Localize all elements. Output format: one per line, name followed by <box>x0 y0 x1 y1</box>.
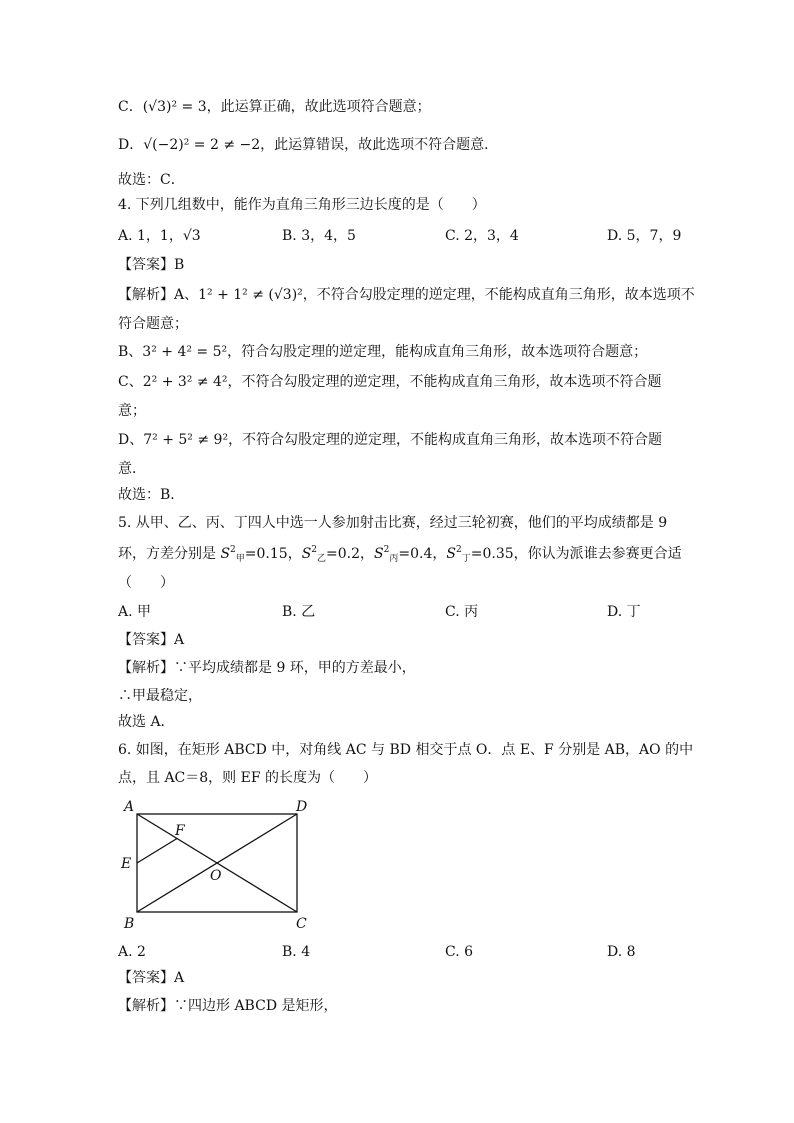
prev-solution-c <box>118 97 431 117</box>
rectangle-figure <box>118 794 318 934</box>
solution-text: ，此运算正确，故此选项符合题意； <box>206 99 431 115</box>
analysis-tag: 【解析】 <box>118 998 174 1014</box>
q4-analysis-b <box>118 342 647 362</box>
variance-value: =0.35 <box>470 546 514 562</box>
q4-option-c: C. 2，3，4 <box>445 228 519 244</box>
q5-analysis-2: ∴甲最稳定， <box>118 688 202 704</box>
prev-choice: 故选：C． <box>118 172 185 188</box>
variance-symbol: S <box>374 546 384 562</box>
variance-symbol: S <box>446 546 456 562</box>
label-b: B <box>124 916 135 932</box>
analysis-tag: 【解析】 <box>118 287 174 303</box>
variance-subscript: 乙 <box>317 554 327 564</box>
q4-analysis-a-cont: 符合题意； <box>118 316 188 332</box>
q4-stem: 4. 下列几组数中，能作为直角三角形三边长度的是（ ） <box>118 197 486 213</box>
variance-symbol: S <box>301 546 312 562</box>
math-expression: 2² + 3² ≠ 4² <box>142 374 228 390</box>
variance-symbol: S <box>220 546 231 562</box>
q5-stem-line2: 环，方差分别是 $S^2_甲=0.15$，$S^2_乙=0.2$，$S^2_丙=0.4$，$S^2_丁=0.35$，你认为派谁去参赛更合适 <box>118 545 682 564</box>
variance-value: =0.4 <box>398 546 433 562</box>
analysis-text: ∵平均成绩都是 9 环，甲的方差最小， <box>174 660 416 676</box>
q4-options <box>118 226 682 246</box>
stem-text: ，你认为派谁去参赛更合适 <box>513 546 682 562</box>
q4-analysis-d <box>118 430 662 450</box>
answer-tag: 【答案】 <box>118 970 174 986</box>
q4-analysis-c-cont: 意； <box>118 403 146 419</box>
q5-answer <box>118 630 184 650</box>
q6-option-b: B. 4 <box>282 944 311 960</box>
q4-option-d: D. 5，7，9 <box>607 228 682 244</box>
math-expression: 7² + 5² ≠ 9² <box>143 432 229 448</box>
analysis-tag: 【解析】 <box>118 660 174 676</box>
analysis-prefix: C、 <box>118 374 143 390</box>
q4-option-a: A. 1，1，√3 <box>118 228 201 244</box>
analysis-text: ，不符合勾股定理的逆定理，不能构成直角三角形，故本选项不符合题 <box>227 374 662 390</box>
analysis-text: ，不符合勾股定理的逆定理，不能构成直角三角形，故本选项不符合题 <box>228 432 663 448</box>
variance-value: =0.2 <box>326 546 361 562</box>
label-e: E <box>121 856 132 872</box>
option-label: C． <box>118 99 143 115</box>
q6-option-d: D. 8 <box>607 944 636 960</box>
q5-option-d: D. 丁 <box>607 604 641 620</box>
label-f: F <box>175 823 185 839</box>
q4-answer <box>118 255 184 275</box>
analysis-text: ∵四边形 ABCD 是矩形， <box>174 998 338 1014</box>
q6-option-a: A. 2 <box>118 944 146 960</box>
variance-value: =0.15 <box>244 546 288 562</box>
q6-option-c: C. 6 <box>445 944 474 960</box>
label-d: D <box>296 799 308 815</box>
q4-analysis-a <box>118 285 695 305</box>
stem-text: 环，方差分别是 <box>118 546 221 562</box>
q4-choice: 故选：B． <box>118 487 185 503</box>
q5-option-a: A. 甲 <box>118 604 152 620</box>
q4-option-b: B. 3，4，5 <box>282 228 356 244</box>
label-a: A <box>124 799 135 815</box>
variance-subscript: 甲 <box>235 554 245 564</box>
q5-choice: 故选 A． <box>118 714 175 730</box>
q6-stem-line1: 6. 如图，在矩形 ABCD 中，对角线 AC 与 BD 相交于点 O．点 E、F 分别是 AB，AO 的中 <box>118 742 694 758</box>
variance-subscript: 丁 <box>461 554 471 564</box>
analysis-prefix: A、 <box>174 287 199 303</box>
label-c: C <box>296 916 307 932</box>
solution-text: ，此运算错误，故此选项不符合题意． <box>260 137 499 153</box>
segment-ef <box>137 839 177 864</box>
q5-analysis-1 <box>118 658 416 678</box>
prev-solution-d <box>118 135 498 155</box>
q6-analysis-1 <box>118 996 338 1016</box>
answer-value: B <box>174 257 185 273</box>
q6-answer <box>118 968 184 988</box>
analysis-text: ，不符合勾股定理的逆定理，不能构成直角三角形，故本选项不 <box>302 287 695 303</box>
label-o: O <box>210 868 222 884</box>
option-label: D． <box>118 137 144 153</box>
q5-stem-line3: （ ） <box>118 575 174 591</box>
math-expression: √(−2)² = 2 ≠ −2 <box>143 137 261 153</box>
analysis-prefix: D、 <box>118 432 144 448</box>
q4-analysis-d-cont: 意． <box>118 461 146 477</box>
math-expression: 1² + 1² ≠ (√3)² <box>198 287 303 303</box>
q5-options <box>118 602 678 622</box>
q5-stem-line1: 5. 从甲、乙、丙、丁四人中选一人参加射击比赛，经过三轮初赛，他们的平均成绩都是 9 <box>118 515 668 531</box>
variance-subscript: 丙 <box>389 554 399 564</box>
q5-option-c: C. 丙 <box>445 604 479 620</box>
answer-tag: 【答案】 <box>118 257 174 273</box>
answer-tag: 【答案】 <box>118 632 174 648</box>
answer-value: A <box>174 970 185 986</box>
analysis-prefix: B、 <box>118 344 143 360</box>
q4-analysis-c <box>118 372 662 392</box>
math-expression: 3² + 4² = 5² <box>142 344 228 360</box>
math-expression: (√3)² = 3 <box>142 99 207 115</box>
q5-option-b: B. 乙 <box>282 604 316 620</box>
q6-stem-line2: 点，且 AC＝8，则 EF 的长度为（ ） <box>118 770 378 786</box>
analysis-text: ，符合勾股定理的逆定理，能构成直角三角形，故本选项符合题意； <box>227 344 648 360</box>
answer-value: A <box>174 632 185 648</box>
q6-options <box>118 942 678 962</box>
